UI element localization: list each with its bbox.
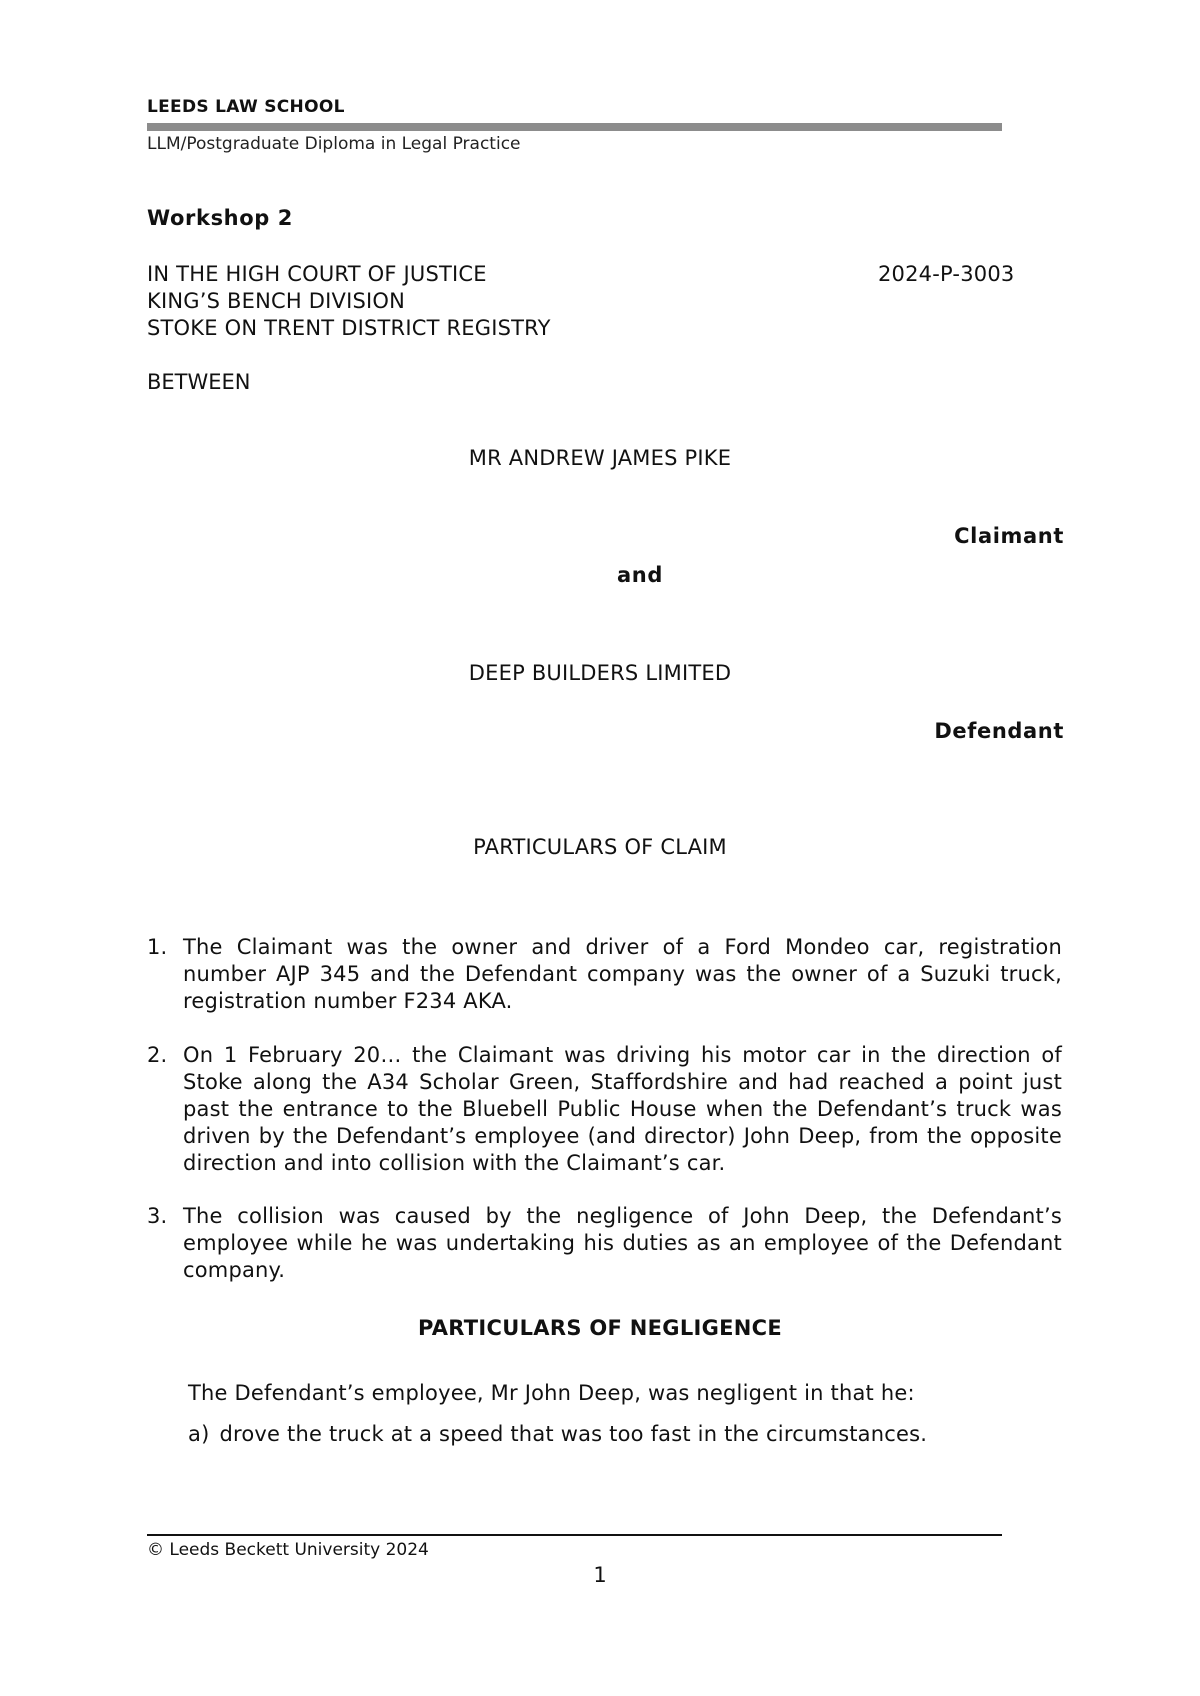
claimant-role: Claimant bbox=[954, 524, 1064, 548]
programme-title: LLM/Postgraduate Diploma in Legal Practice bbox=[147, 134, 521, 154]
court-name-line: IN THE HIGH COURT OF JUSTICE bbox=[147, 262, 487, 286]
negligence-item bbox=[188, 1422, 927, 1446]
defendant-role: Defendant bbox=[934, 719, 1064, 743]
negligence-item-label: a) bbox=[188, 1422, 210, 1446]
court-division-line: KING’S BENCH DIVISION bbox=[147, 289, 406, 313]
negligence-intro: The Defendant’s employee, Mr John Deep, was negligent in that he: bbox=[188, 1381, 915, 1405]
particulars-heading: PARTICULARS OF CLAIM bbox=[473, 835, 727, 859]
claim-paragraph bbox=[147, 934, 1062, 1015]
claim-paragraph bbox=[147, 1042, 1062, 1177]
header-divider bbox=[147, 123, 1002, 131]
paragraph-number: 2. bbox=[147, 1043, 168, 1067]
page-number: 1 bbox=[593, 1563, 607, 1587]
paragraph-number: 1. bbox=[147, 935, 168, 959]
negligence-item-text: drove the truck at a speed that was too fast in the circumstances. bbox=[219, 1422, 928, 1446]
claim-number: 2024-P-3003 bbox=[878, 262, 1015, 286]
copyright-notice: © Leeds Beckett University 2024 bbox=[147, 1540, 429, 1560]
paragraph-text: The collision was caused by the negligence of John Deep, the Defendant’s employee while he was undertaking his duties as an employee of the Defendant company. bbox=[183, 1204, 1062, 1282]
claim-paragraph bbox=[147, 1203, 1062, 1284]
paragraph-text: The Claimant was the owner and driver of a Ford Mondeo car, registration number AJP 345 and the Defendant company was the owner of a Suzuki truck, registration number F234 AKA. bbox=[183, 935, 1062, 1013]
paragraph-text: On 1 February 20… the Claimant was driving his motor car in the direction of Stoke along the A34 Scholar Green, Staffordshire and had reached a point just past the entrance to the Bluebell Public House when the Defendant’s truck was driven by the Defendant’s employee (and director) John Deep, from the opposite direction and into collision with the Claimant’s car. bbox=[183, 1043, 1062, 1175]
school-name: LEEDS LAW SCHOOL bbox=[147, 97, 345, 117]
paragraph-number: 3. bbox=[147, 1204, 168, 1228]
court-registry-line: STOKE ON TRENT DISTRICT REGISTRY bbox=[147, 316, 551, 340]
claimant-name: MR ANDREW JAMES PIKE bbox=[468, 446, 732, 470]
negligence-heading: PARTICULARS OF NEGLIGENCE bbox=[417, 1316, 783, 1340]
footer-divider bbox=[147, 1534, 1002, 1536]
defendant-name: DEEP BUILDERS LIMITED bbox=[468, 661, 732, 685]
and-separator: and bbox=[617, 563, 663, 587]
between-label: BETWEEN bbox=[147, 370, 251, 394]
workshop-title: Workshop 2 bbox=[147, 206, 293, 230]
